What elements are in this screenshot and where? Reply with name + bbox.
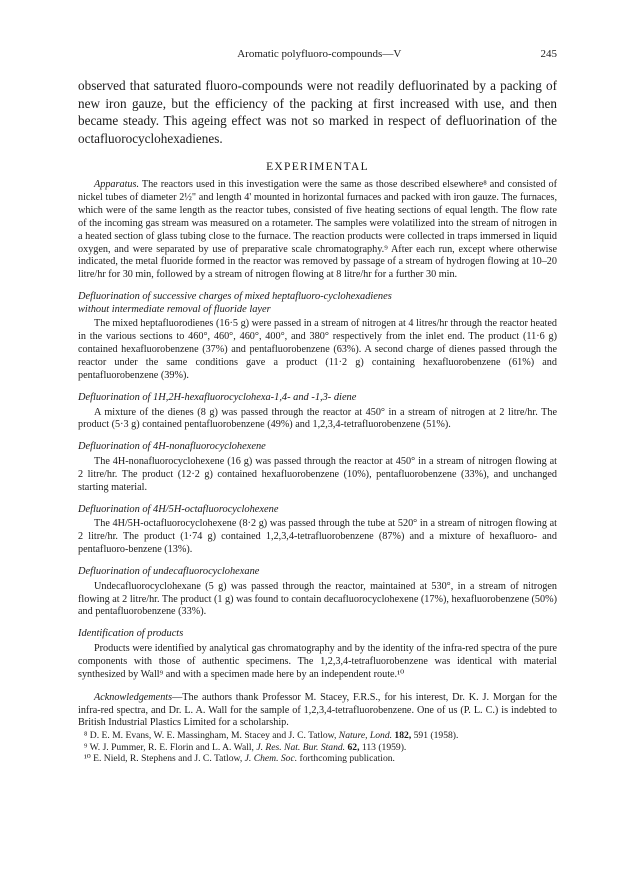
subsection-title-line2: without intermediate removal of fluoride layer [78,303,271,315]
reference-journal: J. Chem. Soc. [244,753,298,765]
subsection-title: Defluorination of 1H,2H-hexafluorocyclohexa-1,4- and -1,3- diene [78,391,357,403]
reference-volume: 182, [394,730,412,742]
section-octafluorocyclohexene [78,504,557,557]
apparatus-paragraph [78,179,557,282]
subsection-text: A mixture of the dienes (8 g) was passed through the reactor at 450° in a stream of nitrogen at 2 litre/hr. The product (5·3 g) contained pentafluorobenzene (49%) and 1,2,3,4-tetrafluorobenzene (51%). [78,406,557,431]
reference-item [78,730,557,741]
reference-mark: ⁹ [84,741,88,753]
section-nonafluorocyclohexene [78,441,557,494]
reference-rest: forthcoming publication. [299,753,395,765]
reference-item [78,753,557,764]
section-identification [78,628,557,681]
reference-volume: 62, [347,741,360,753]
reference-mark: ¹⁰ [84,753,91,765]
subsection-title [78,291,557,316]
apparatus-label: Apparatus. [94,179,139,190]
page-number: 245 [540,48,557,60]
running-title: Aromatic polyfluoro-compounds—V [237,48,402,60]
reference-authors: W. J. Pummer, R. E. Florin and L. A. Wall, [89,741,254,753]
section-heading-experimental: EXPERIMENTAL [266,161,369,173]
acknowledgements-text: —The authors thank Professor M. Stacey, F.R.S., for his interest, Dr. K. J. Morgan for the infra-red spectra, and Dr. L. A. Wall for the sample of 1,2,3,4-tetrafluorobenzene. One of us (P. L. C.) is indebted to British Industrial Plastics Limited for a scholarship. [78,691,557,729]
subsection-text: Products were identified by analytical gas chromatography and by the identity of the infra-red spectra of the pure components with those of authentic specimens. The 1,2,3,4-tetrafluorobenzene was identical with material synthesized by Wall⁹ and with a specimen made here by an independent route.¹⁰ [78,642,557,680]
reference-authors: E. Nield, R. Stephens and J. C. Tatlow, [93,753,243,765]
reference-item [78,742,557,753]
reference-journal: Nature, Lond. [338,730,393,742]
subsection-text: The mixed heptafluorodienes (16·5 g) were passed in a stream of nitrogen at 4 litres/hr through the reactor heated in the various sections to 460°, 460°, 460°, 400°, and 380° respectively from the inlet end. The product (11·6 g) contained hexafluorobenzene (37%) and pentafluorobenzene (63%). A second charge of dienes passed through the reactor under the same conditions gave a product (11·2 g) containing hexafluorobenzene (61%) and pentafluorobenzene (39%). [78,318,557,382]
running-header [78,48,557,60]
reference-journal: J. Res. Nat. Bur. Stand. [256,741,346,753]
lead-paragraph: observed that saturated fluoro-compounds were not readily defluorinated by a packing of new iron gauze, but the efficiency of the packing at first increased with use, and then became steady. This ageing effect was not so marked in respect of defluorination of the octafluorocyclohexadienes. [78,78,557,146]
reference-rest: 591 (1958). [413,730,459,742]
reference-mark: ⁸ [84,730,88,742]
references-list [78,730,557,764]
subsection-text: Undecafluorocyclohexane (5 g) was passed through the reactor, maintained at 530°, in a stream of nitrogen flowing at 2 litre/hr. The product (1 g) was found to contain decafluorocyclohexene (17%), hexafluorobenzene (50%) and pentafluorobenzene (33%). [78,580,557,618]
subsection-title: Defluorination of undecafluorocyclohexane [78,566,260,577]
section-undecafluorocyclohexane [78,566,557,619]
section-heptafluorodienes [78,291,557,383]
acknowledgements-paragraph [78,692,557,731]
apparatus-text: The reactors used in this investigation were the same as those described elsewhere⁸ and consisted of nickel tubes of diameter 2½" and length 4' mounted in horizontal furnaces and packed with iron gauze. The furnaces, which were of the same length as the reactor tubes, consisted of five heating sections of equal length. The flow rate of the incoming gas stream was measured on a rotameter. The samples were volatilized into the stream of nitrogen in a heated section of glass tubing close to the furnace. The reaction products were collected in traps immersed in liquid oxygen, and were separated by use of preparative scale chromatography.⁹ After each run, except where otherwise indicated, the metal fluoride formed in the reactor was removed by passage of a stream of hydrogen flowing at 10–20 litre/hr for 30 min, followed by a stream of nitrogen flowing at 8 litre/hr for a further 30 min. [78,179,557,281]
reference-rest: 113 (1959). [361,741,407,753]
subsection-text: The 4H/5H-octafluorocyclohexene (8·2 g) was passed through the tube at 520° in a stream of nitrogen flowing at 2 litre/hr. The product (1·74 g) contained 1,2,3,4-tetrafluorobenzene (87%) and a mixture of hexafluoro- and pentafluoro-benzene (13%). [78,518,557,556]
subsection-text: The 4H-nonafluorocyclohexene (16 g) was passed through the reactor at 450° in a stream of nitrogen flowing at 2 litre/hr. The product (12·2 g) contained hexafluorobenzene (10%), pentafluorobenzene (33%), and unchanged starting material. [78,455,557,493]
subsection-title: Identification of products [78,628,184,640]
subsection-title: Defluorination of 4H/5H-octafluorocyclohexene [78,503,279,515]
section-hexafluorocyclohexadiene [78,392,557,432]
reference-authors: D. E. M. Evans, W. E. Massingham, M. Stacey and J. C. Tatlow, [89,730,337,742]
subsection-title: Defluorination of 4H-nonafluorocyclohexene [78,441,266,453]
subsection-title-line1: Defluorination of successive charges of mixed heptafluoro-cyclohexadienes [78,291,392,303]
acknowledgements-label: Acknowledgements [94,691,173,703]
